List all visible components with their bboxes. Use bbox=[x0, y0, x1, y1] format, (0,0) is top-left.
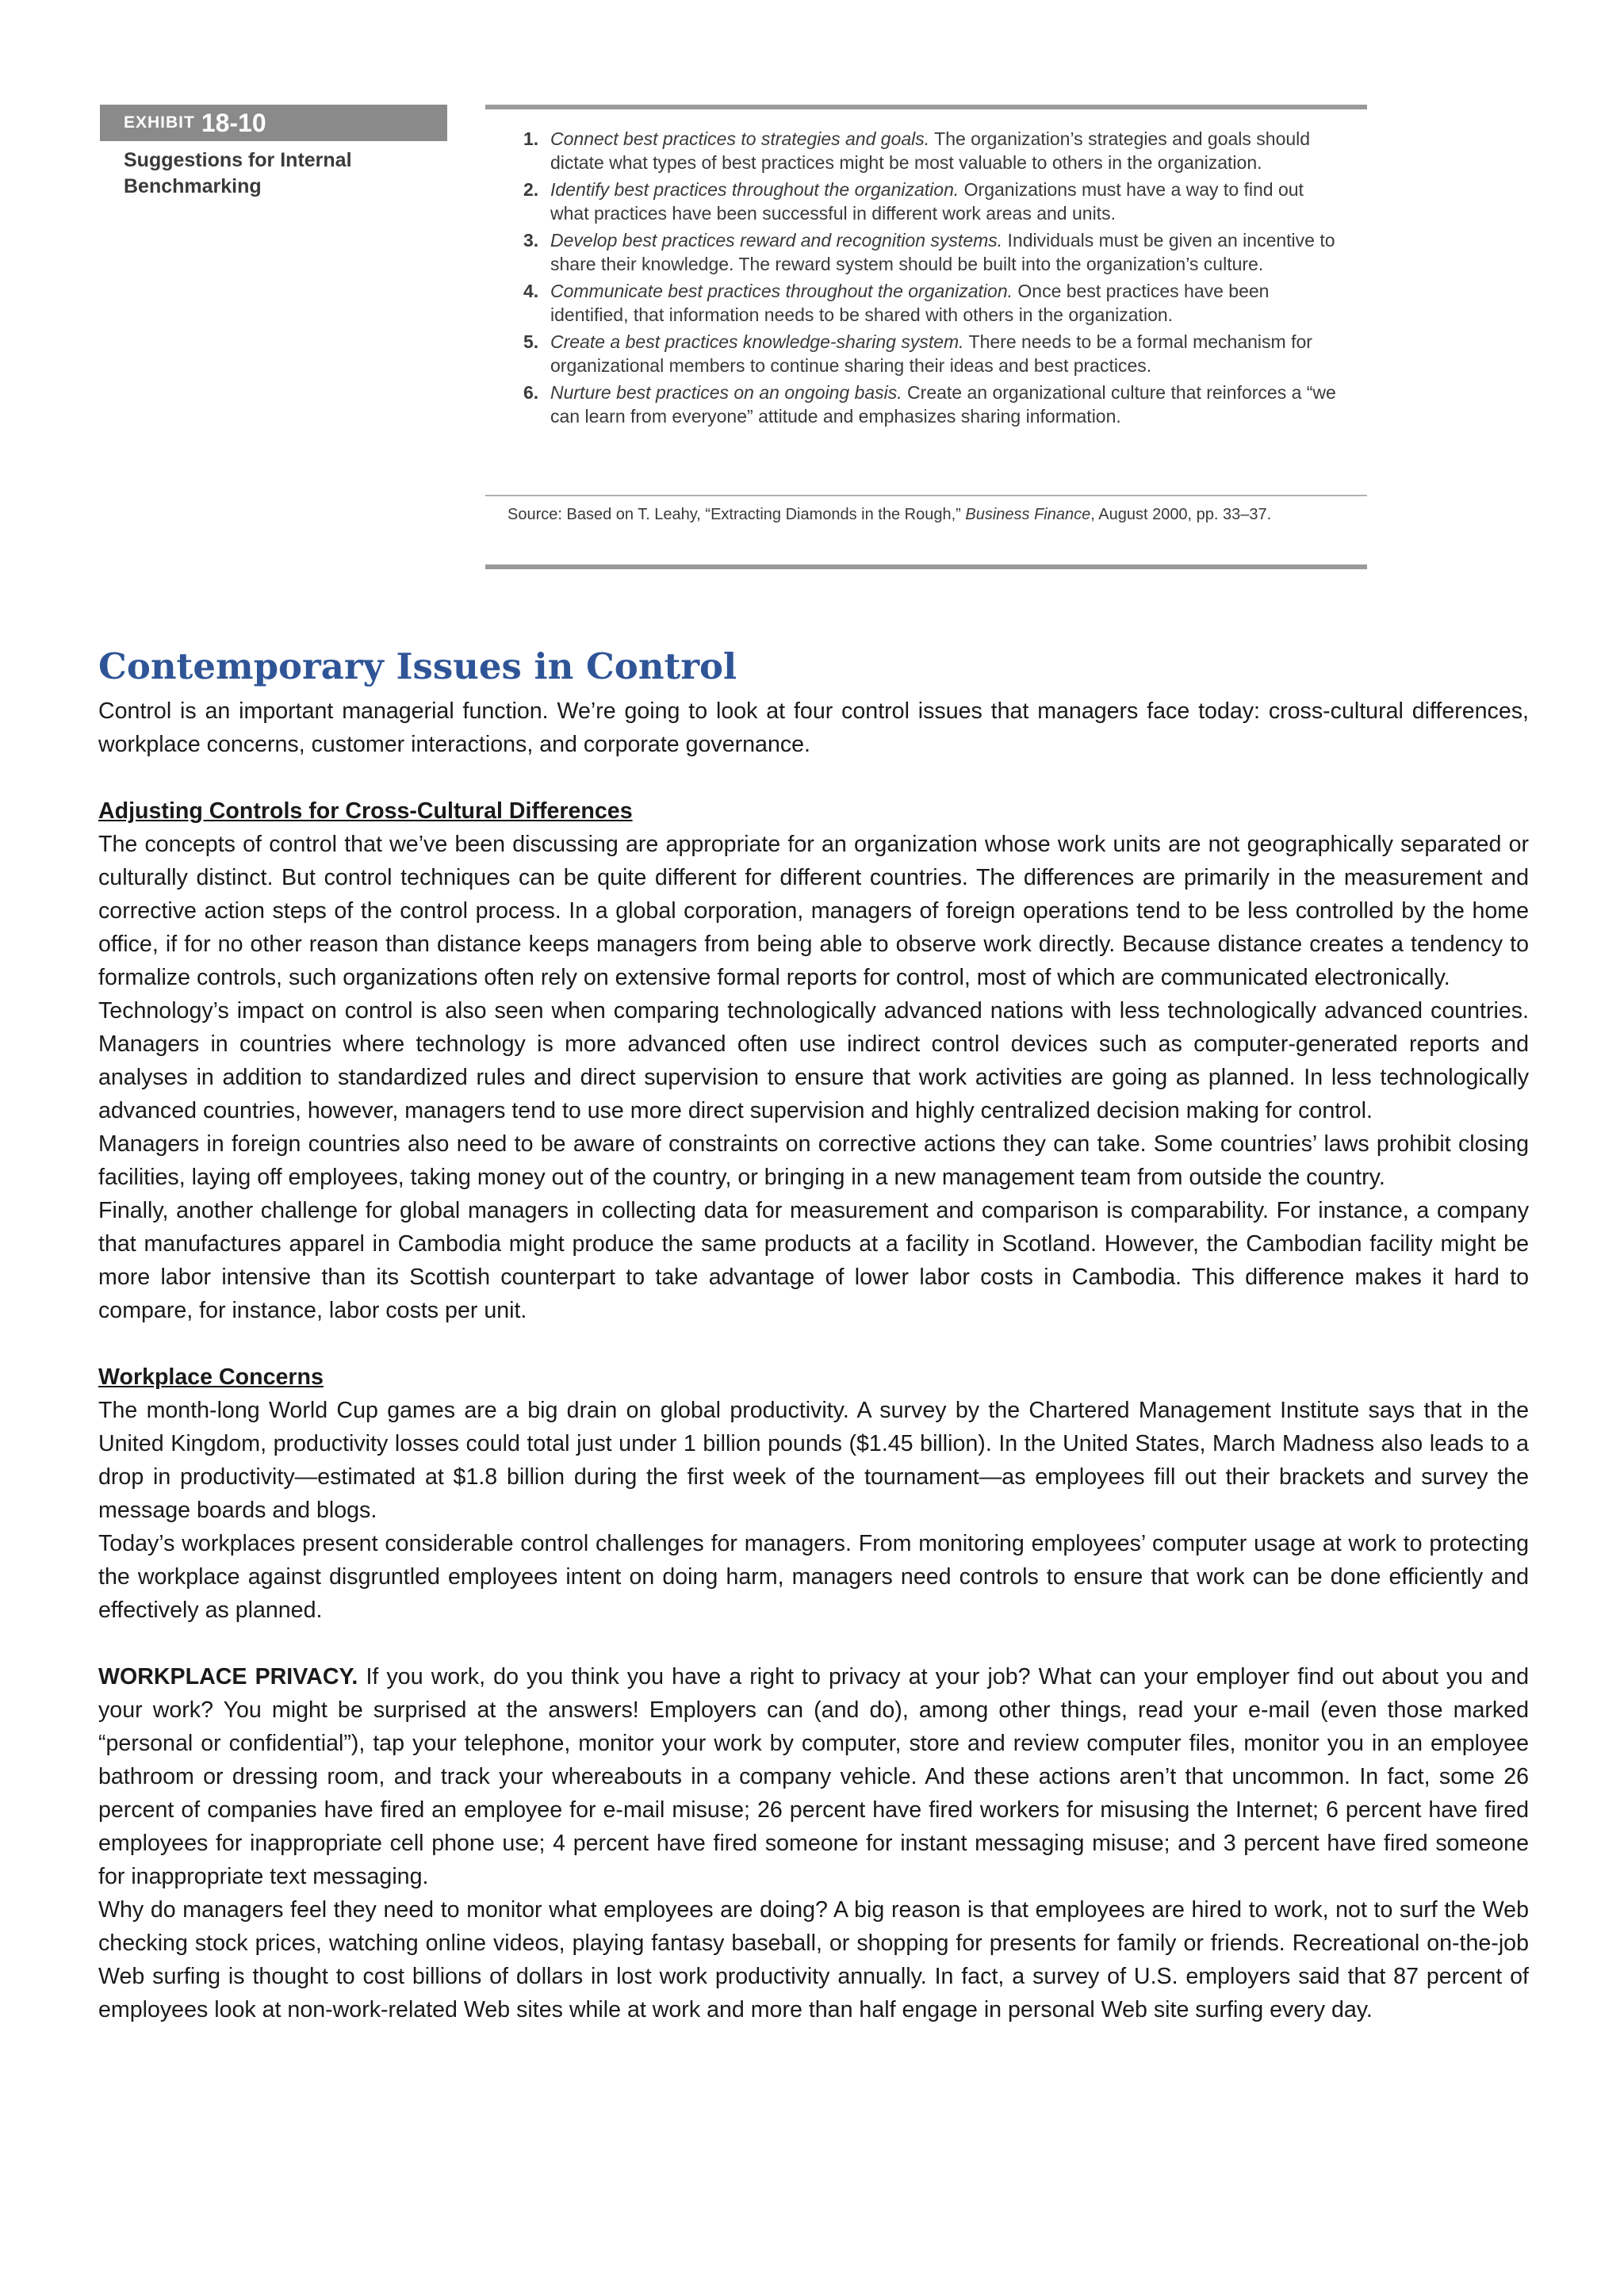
exhibit-item-heading: Nurture best practices on an ongoing basis. bbox=[550, 382, 902, 403]
workplace-privacy-text: If you work, do you think you have a right to privacy at your job? What can your employer find out about you and your work? You might be surprised at the answers! Employers can (and do), among other things, read your e-mail (even those marked “personal or confidential”), tap your telephone, monitor your work by computer, store and review computer files, monitor you in an employee bathroom or dressing room, and track your whereabouts in a company vehicle. And these actions aren’t that uncommon. In fact, some 26 percent of companies have fired an employee for e-mail misuse; 26 percent have fired workers for misusing the Internet; 6 percent have fired employees for inappropriate cell phone use; 4 percent have fired someone for instant messaging misuse; and 3 percent have fired someone for inappropriate text messaging. bbox=[98, 1664, 1529, 1889]
workplace-paragraph-1: The month-long World Cup games are a big drain on global productivity. A survey by the Chartered Management Institute says that in the United Kingdom, productivity losses could total just under 1 billion pounds ($1.45 billion). In the United States, March Madness also leads to a drop in productivity—estimated at $1.8 billion during the first week of the tournament—as employees fill out their brackets and survey the message boards and blogs. bbox=[98, 1398, 1529, 1523]
workplace-privacy-lead: WORKPLACE PRIVACY. bbox=[98, 1664, 358, 1689]
exhibit-number: 18-10 bbox=[201, 108, 266, 137]
exhibit-item-6 bbox=[523, 381, 1340, 428]
exhibit-item-body: The organization’s strategies and goals should dictate what types of best practices might be most valuable to others in the organization. bbox=[550, 128, 1311, 173]
spacer bbox=[98, 761, 1529, 794]
exhibit-item-text bbox=[550, 279, 1340, 327]
exhibit-source-divider bbox=[485, 495, 1367, 496]
workplace-privacy-paragraph-2: Why do managers feel they need to monitor what employees are doing? A big reason is that employees are hired to work, not to surf the Web checking stock prices, watching online videos, playing fantasy baseball, or shopping for presents for family or friends. Recreational on-the-job Web surfing is thought to cost billions of dollars in lost work productivity annually. In fact, a survey of U.S. employers said that 87 percent of employees look at non-work-related Web sites while at work and more than half engage in personal Web site surfing every day. bbox=[98, 1897, 1529, 2022]
exhibit-item-body: There needs to be a formal mechanism for organizational members to continue sharing their ideas and best practices. bbox=[550, 331, 1312, 376]
workplace-paragraph-2: Today’s workplaces present considerable control challenges for managers. From monitoring employees’ computer usage at work to protecting the workplace against disgruntled employees intent on doing harm, managers need controls to ensure that work can be done efficiently and effectively as planned. bbox=[98, 1531, 1529, 1623]
exhibit-item-4 bbox=[523, 279, 1340, 327]
exhibit-item-text bbox=[550, 228, 1340, 276]
workplace-heading: Workplace Concerns bbox=[98, 1364, 324, 1390]
spacer bbox=[98, 1627, 1529, 1660]
cross-cultural-paragraph-4: Finally, another challenge for global managers in collecting data for measurement and comparison is comparability. For instance, a company that manufactures apparel in Cambodia might produce the same products at a facility in Scotland. However, the Cambodian facility might be more labor intensive than its Scottish counterpart to take advantage of lower labor costs in Cambodia. This difference makes it hard to compare, for instance, labor costs per unit. bbox=[98, 1198, 1529, 1323]
exhibit-item-number: 4. bbox=[523, 281, 539, 301]
exhibit-item-body: Once best practices have been identified, that information needs to be shared with others in the organization. bbox=[550, 281, 1270, 325]
cross-cultural-paragraph-2: Technology’s impact on control is also seen when comparing technologically advanced nations with less technologically advanced countries. Managers in countries where technology is more advanced often use indirect control devices such as computer-generated reports and analyses in addition to standardized rules and direct supervision to ensure that work activities are going as planned. In less technologically advanced countries, however, managers tend to use more direct supervision and highly centralized decision making for control. bbox=[98, 998, 1529, 1123]
exhibit-source-prefix: Source: Based on T. Leahy, “Extracting Diamonds in the Rough,” bbox=[508, 506, 966, 523]
cross-cultural-heading: Adjusting Controls for Cross-Cultural Differences bbox=[98, 798, 633, 824]
exhibit-source-publication: Business Finance bbox=[965, 506, 1091, 523]
section-title: Contemporary Issues in Control bbox=[98, 645, 737, 687]
exhibit-item-text bbox=[550, 330, 1340, 377]
exhibit-item-text bbox=[550, 127, 1340, 174]
cross-cultural-paragraph-1: The concepts of control that we’ve been discussing are appropriate for an organization whose work units are not geographically separated or culturally distinct. But control techniques can be quite different for different countries. The differences are primarily in the measurement and corrective action steps of the control process. In a global corporation, managers of foreign operations tend to be less controlled by the home office, if for no other reason than distance keeps managers from being able to observe work directly. Because distance creates a tendency to formalize controls, such organizations often rely on extensive formal reports for control, most of which are communicated electronically. bbox=[98, 832, 1529, 990]
exhibit-item-3 bbox=[523, 228, 1340, 276]
exhibit-box bbox=[485, 105, 1367, 569]
exhibit-item-heading: Create a best practices knowledge-sharing system. bbox=[550, 331, 964, 352]
exhibit-title bbox=[100, 147, 447, 200]
exhibit-list bbox=[523, 127, 1340, 431]
exhibit-title-line1: Suggestions for Internal bbox=[124, 149, 352, 171]
exhibit-item-heading: Communicate best practices throughout the organization. bbox=[550, 281, 1013, 301]
exhibit-item-5 bbox=[523, 330, 1340, 377]
exhibit-item-number: 2. bbox=[523, 179, 539, 200]
exhibit-word: EXHIBIT bbox=[124, 113, 195, 132]
exhibit-item-body: Organizations must have a way to find out what practices have been successful in different work areas and units. bbox=[550, 179, 1304, 224]
exhibit-title-line2: Benchmarking bbox=[124, 175, 262, 197]
exhibit-source-suffix: , August 2000, pp. 33–37. bbox=[1090, 506, 1272, 523]
exhibit-item-heading: Connect best practices to strategies and goals. bbox=[550, 128, 930, 149]
spacer bbox=[98, 1327, 1529, 1360]
exhibit-item-heading: Identify best practices throughout the organization. bbox=[550, 179, 959, 200]
exhibit-item-number: 1. bbox=[523, 128, 539, 149]
exhibit-item-body: Create an organizational culture that reinforces a “we can learn from everyone” attitude and emphasizes sharing information. bbox=[550, 382, 1336, 427]
workplace-privacy-paragraph-1 bbox=[98, 1660, 1529, 1893]
exhibit-item-1 bbox=[523, 127, 1340, 174]
exhibit-label bbox=[100, 105, 447, 200]
exhibit-item-text bbox=[550, 381, 1340, 428]
exhibit-item-body: Individuals must be given an incentive to share their knowledge. The reward system should be built into the organization’s culture. bbox=[550, 230, 1335, 274]
exhibit-item-number: 6. bbox=[523, 382, 539, 403]
exhibit-item-number: 5. bbox=[523, 331, 539, 352]
section-intro: Control is an important managerial function. We’re going to look at four control issues that managers face today: cross-cultural differences, workplace concerns, customer interactions, and corporate governance. bbox=[98, 698, 1529, 757]
exhibit-item-text bbox=[550, 178, 1340, 225]
main-content bbox=[98, 639, 1529, 2026]
cross-cultural-paragraph-3: Managers in foreign countries also need to be aware of constraints on corrective actions they can take. Some countries’ laws prohibit closing facilities, laying off employees, taking money out of the country, or bringing in a new management team from outside the country. bbox=[98, 1131, 1529, 1190]
exhibit-source bbox=[508, 506, 1271, 524]
exhibit-item-heading: Develop best practices reward and recognition systems. bbox=[550, 230, 1003, 251]
exhibit-number-bar bbox=[100, 105, 447, 141]
exhibit-item-number: 3. bbox=[523, 230, 539, 251]
exhibit-item-2 bbox=[523, 178, 1340, 225]
